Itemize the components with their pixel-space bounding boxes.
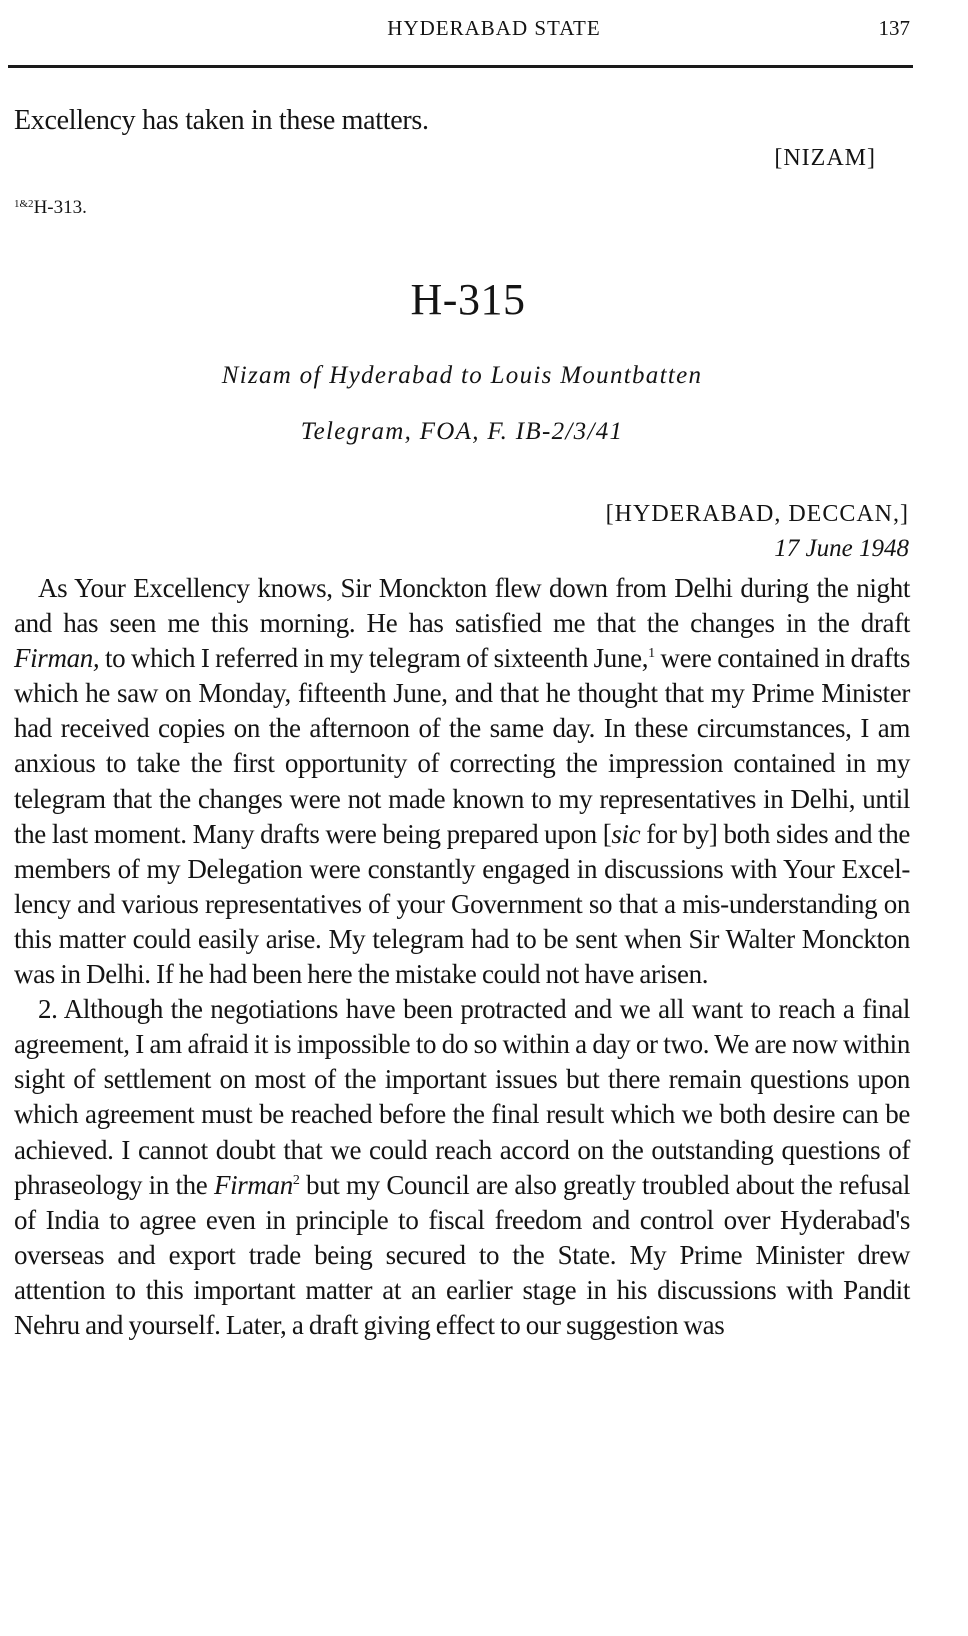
footnote-text: H-313. — [33, 197, 87, 218]
italic-text: Firman — [213, 1169, 293, 1200]
footnote-marker: 1&2 — [14, 198, 34, 210]
paragraph-text: 2. Although the negotiations have been protracted and we all want to reach a final agreement, I am afraid it is impossible to do so within a day or two. We are now within sight of settlement on most of the important issues but there remain questions upon which agreement must be reached before the final result which we both desire can be achieved. I cannot doubt that we could reach accord on the outstanding questions of phraseology in the — [14, 994, 910, 1200]
italic-text: sic — [611, 818, 641, 849]
document-place: [HYDERABAD, DECCAN,] — [605, 501, 909, 527]
letter-body — [14, 571, 910, 1343]
letter-paragraph — [14, 992, 910, 1343]
paragraph-text: As Your Excellency knows, Sir Monckton flew down from Delhi during the night and has seen me this morning. He has satisfied me that the changes in the draft — [14, 573, 910, 639]
paragraph-text: for by] both sides and the members of my Delegation were constantly engaged in discussions with Your Excel-lency and various representatives of your Government so that a mis-understanding on this matter could easily arise. My telegram had to be sent when Sir Walter Monckton was in Delhi. If he had been here the mistake could not have arisen. — [14, 818, 910, 990]
letter-paragraph — [14, 571, 910, 992]
running-title: HYDERABAD STATE — [387, 16, 601, 40]
paragraph-text: but my Council are also greatly troubled about the refusal of India to agree even in principle to fiscal freedom and control over Hyderabad's overseas and export trade being secured to the State. My Prime Minister drew attention to this important matter at an earlier stage in his discussions with Pandit Nehru and yourself. Later, a draft giving effect to our suggestion was — [14, 1169, 910, 1340]
paragraph-text: were contained in drafts which he saw on Monday, fifteenth June, and that he thought that my Prime Minister had received copies on the afternoon of the same day. In these circumstances, I am anxious to take the first opportunity of correcting the impression contained in my telegram that the changes were not made known to my representatives in Delhi, until the last moment. Many drafts were being prepared upon [ — [14, 643, 911, 849]
footnote-reference: 2 — [292, 1172, 300, 1188]
page-number: 137 — [878, 16, 910, 40]
document-source: Telegram, FOA, F. IB-2/3/41 — [300, 418, 624, 445]
footnote — [14, 197, 87, 219]
italic-text: Firman, — [14, 643, 100, 674]
footnote-reference: 1 — [648, 646, 655, 662]
header-rule — [8, 65, 913, 68]
document-date: 17 June 1948 — [774, 535, 909, 562]
running-head — [0, 12, 968, 46]
previous-document-signoff: [NIZAM] — [774, 145, 876, 171]
document-from-to: Nizam of Hyderabad to Louis Mountbatten — [221, 362, 703, 389]
document-id: H-315 — [410, 275, 526, 324]
paragraph-text: to which I referred in my telegram of sixteenth June, — [99, 643, 649, 674]
previous-document-closing-line: Excellency has taken in these matters. — [14, 105, 429, 136]
